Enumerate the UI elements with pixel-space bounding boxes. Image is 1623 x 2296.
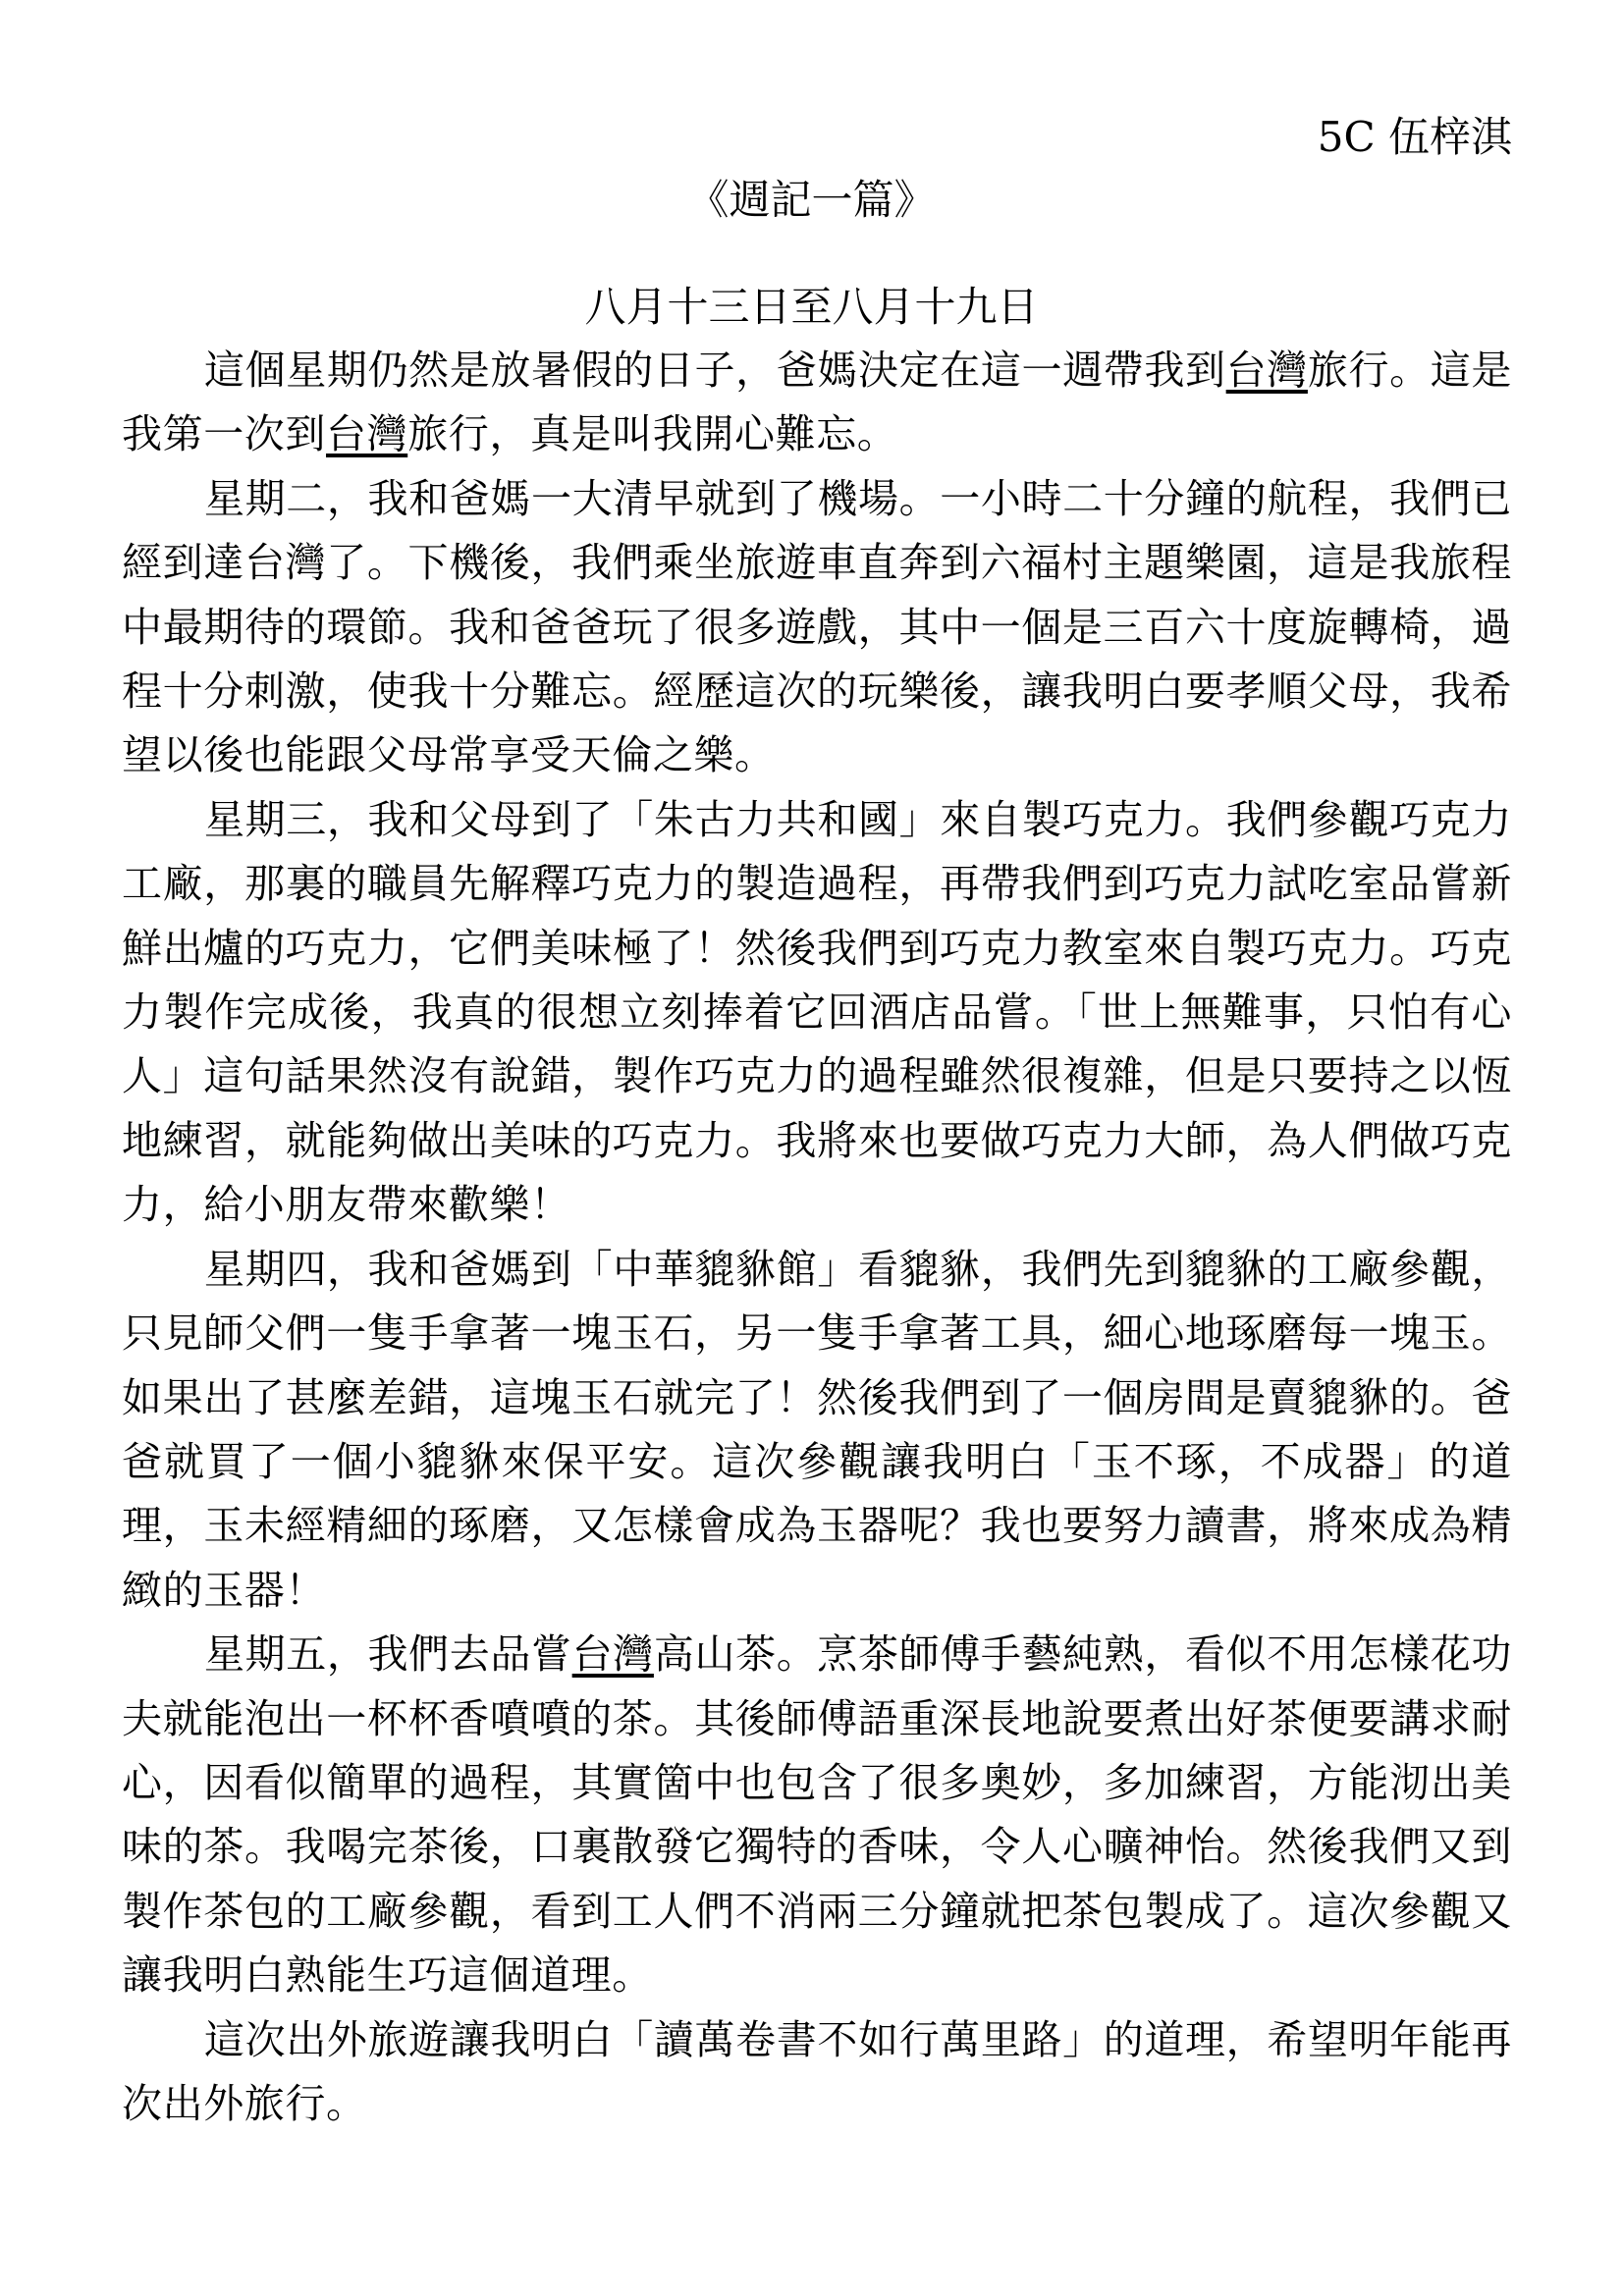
paragraph-text: 星期四，我和爸媽到「中華貔貅館」看貔貅，我們先到貔貅的工廠參觀，只見師父們一隻手拿著一塊玉石，另一隻手拿著工具，細心地琢磨每一塊玉。如果出了甚麼差錯，這塊玉石就完了！然後我們到了一個房間是賣貔貅的。爸爸就買了一個小貔貅來保平安。這次參觀讓我明白「玉不琢，不成器」的道理，玉未經精細的琢磨，又怎樣會成為玉器呢？我也要努力讀書，將來成為精緻的玉器！	[122, 1245, 1512, 1614]
paragraph	[122, 1623, 1512, 2007]
journal-body	[122, 339, 1512, 2136]
date-range: 八月十三日至八月十九日	[584, 283, 1039, 331]
paragraph-text: 旅行，真是叫我開心難忘。	[407, 410, 898, 458]
paragraph	[122, 339, 1512, 467]
underlined-place-name: 台灣	[1225, 347, 1308, 394]
underlined-place-name: 台灣	[571, 1630, 654, 1679]
paragraph-text: 星期二，我和爸媽一大清早就到了機場。一小時二十分鐘的航程，我們已經到達台灣了。下機後，我們乘坐旅遊車直奔到六福村主題樂園，這是我旅程中最期待的環節。我和爸爸玩了很多遊戲，其中一個是三百六十度旋轉椅，過程十分刺激，使我十分難忘。經歷這次的玩樂後，讓我明白要孝順父母，我希望以後也能跟父母常享受天倫之樂。	[122, 474, 1512, 779]
paragraph-text: 這次出外旅遊讓我明白「讀萬卷書不如行萬里路」的道理，希望明年能再次出外旅行。	[122, 2015, 1512, 2127]
underlined-place-name: 台灣	[326, 410, 408, 458]
paragraph-text: 星期五，我們去品嘗	[204, 1630, 572, 1679]
paragraph-text: 星期三，我和父母到了「朱古力共和國」來自製巧克力。我們參觀巧克力工廠，那裏的職員先解釋巧克力的製造過程，再帶我們到巧克力試吃室品嘗新鮮出爐的巧克力，它們美味極了！然後我們到巧克力教室來自製巧克力。巧克力製作完成後，我真的很想立刻捧着它回酒店品嘗。「世上無難事，只怕有心人」這句話果然沒有說錯，製作巧克力的過程雖然很複雜，但是只要持之以恆地練習，就能夠做出美味的巧克力。我將來也要做巧克力大師，為人們做巧克力，給小朋友帶來歡樂！	[122, 795, 1512, 1229]
paragraph	[122, 788, 1512, 1238]
paragraph-text: 旅行。這是我第一次到	[122, 347, 1513, 458]
paragraph	[122, 1238, 1512, 1623]
paragraph-text: 高山茶。烹茶師傅手藝純熟，看似不用怎樣花功夫就能泡出一杯杯香噴噴的茶。其後師傅語重深長地說要煮出好茶便要講求耐心，因看似簡單的過程，其實箇中也包含了很多奧妙，多加練習，方能沏出美味的茶。我喝完茶後，口裏散發它獨特的香味，令人心曠神怡。然後我們又到製作茶包的工廠參觀，看到工人們不消兩三分鐘就把茶包製成了。這次參觀又讓我明白熟能生巧這個道理。	[122, 1630, 1513, 2000]
paragraph	[122, 467, 1512, 788]
paragraph-text: 這個星期仍然是放暑假的日子，爸媽決定在這一週帶我到	[204, 347, 1226, 394]
document-title: 《週記一篇》	[687, 176, 936, 224]
author-line: 5C 伍梓淇	[1317, 113, 1512, 161]
paragraph	[122, 2008, 1512, 2137]
